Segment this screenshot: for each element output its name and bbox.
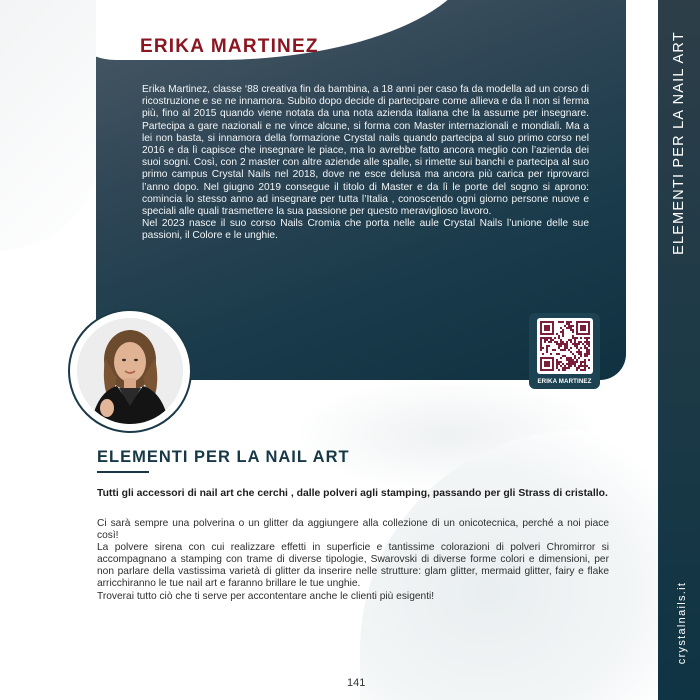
background-swirl-top [0,0,100,250]
qr-code-icon [540,321,590,371]
side-band-website[interactable]: crystalnails.it [676,581,688,665]
portrait-illustration [77,318,183,424]
section-paragraph: Ci sarà sempre una polverina o un glitter da aggiungere alla collezione di un onicotecnica, perché a noi piace così! [97,518,609,542]
bio-paragraph: Erika Martinez, classe ‘88 creativa fin da bambina, a 18 anni per caso fa da modella ad un corso di ricostruzione e se ne innamora. Subito dopo decide di partecipare come allieva e da lì non si ferma più, fino al 2015 quando viene notata da una nota azienda italiana che la assume per insegnare. Partecipa a gare nazionali e ne vince alcune, si forma con Master internazionali e mondiali. Ma a lei non basta, si innamora della formazione Crystal nails quando partecipa al suo primo corso nel 2016 e da lì capisce che insegnare le piace, ma lo avrebbe fatto ancora meglio con l’azienda dei suoi sogni. Così, con 2 master con altre aziende alle spalle, si rimette sui banchi e partecipa al suo primo campus Crystal Nails nel 2018, dove ne esce delusa ma ancora più carica per riprovarci l’anno dopo. Nel giugno 2019 consegue il titolo di Master e da lì le porte del sogno si aprono: comincia lo stesso anno ad insegnare per tutta l’Italia , conoscendo ogni giorno persone nuove e speciali alle quali trasmettere la sua passione per questo meraviglioso lavoro. [142,84,589,218]
section-title: ELEMENTI PER LA NAIL ART [97,448,350,466]
section-lead: Tutti gli accessori di nail art che cerchi , dalle polveri agli stamping, passando per gli Strass di cristallo. [97,488,608,499]
page-number: 141 [347,677,366,689]
portrait-photo [77,318,183,424]
section-paragraph: Troverai tutto ciò che ti serve per accontentare anche le clienti più esigenti! [97,590,435,602]
bio-paragraph: Nel 2023 nasce il suo corso Nails Cromia che porta nelle aule Crystal Nails l’unione delle sue passioni, il Colore e le unghie. [142,218,589,242]
section-paragraph: La polvere sirena con cui realizzare effetti in superficie e tantissime colorazioni di polveri Chromirror si accompagnano a stamping con trame di diverse tipologie, Swarovski di diverse forme colori e dimensioni, per non parlare della vastissima varietà di glitter da inserire nelle strutture: glam glitter, mermaid glitter, fairy e flake arricchiranno le tue nail art e faranno brillare le tue unghie. [97,542,609,590]
side-band-title: ELEMENTI PER LA NAIL ART [671,31,687,255]
bio-title: ERIKA MARTINEZ [140,36,319,57]
qr-label: ERIKA MARTINEZ [537,378,592,385]
section-body [97,518,609,603]
qr-code[interactable] [537,318,593,374]
bio-text [142,84,589,243]
section-title-underline [97,471,149,473]
